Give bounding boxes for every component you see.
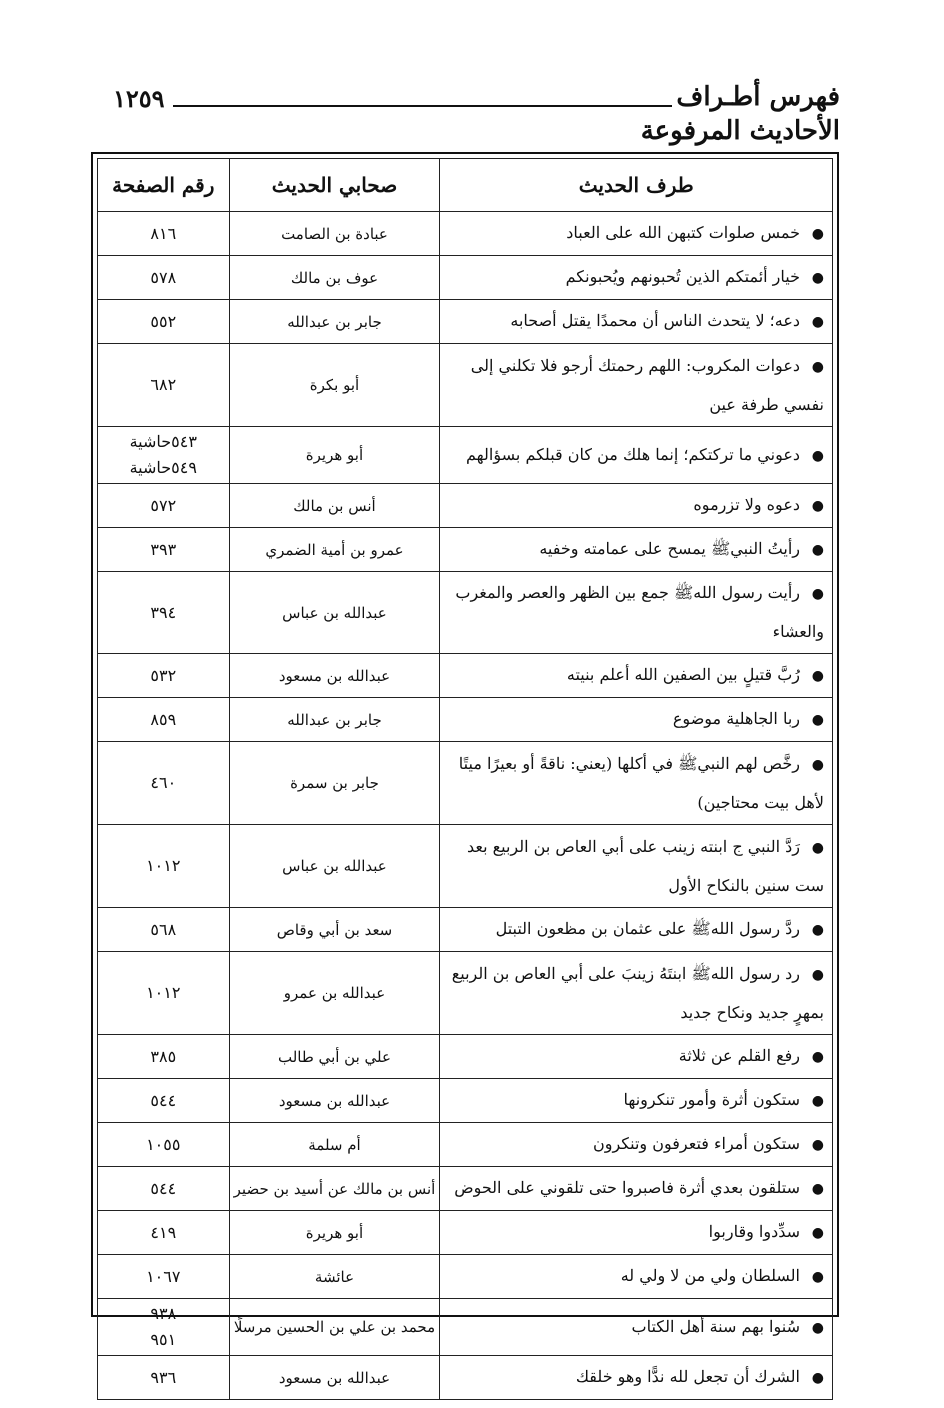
table-row [98,484,833,528]
page-ref: ١٠١٢ [146,983,181,1002]
page-cell [98,952,230,1035]
hadith-cell [440,484,833,528]
table-row [98,300,833,344]
page-cell [98,344,230,427]
bullet-icon: ● [811,1137,824,1153]
sahabi-cell: أبو بكرة [229,344,440,427]
page-ref: ٥٤٣حاشية [129,432,197,451]
page-ref: ٨٥٩ [150,709,177,729]
sahabi-cell: جابر بن عبدالله [229,698,440,742]
sahabi-cell: أم سلمة [229,1123,440,1167]
page-cell [98,484,230,528]
bullet-icon: ● [811,966,824,983]
hadith-cell [440,1079,833,1123]
table-row [98,344,833,427]
bullet-icon: ● [811,1049,824,1065]
sahabi-cell: جابر بن سمرة [229,742,440,825]
hadith-cell [440,1255,833,1299]
bullet-icon: ● [811,668,824,684]
table-header-row [98,159,833,212]
sahabi-cell: عمرو بن أمية الضمري [229,528,440,572]
hadith-text: رد رسول اللهﷺ ابنتَهُ زينبَ على أبي العاص بن الربيع بمهرٍ جديد ونكاح جديد [451,963,824,1022]
hadith-text: سُنوا بهم سنة أهل الكتاب [631,1316,800,1336]
hadith-cell [440,698,833,742]
page-cell [98,300,230,344]
bullet-icon: ● [811,1093,824,1109]
page-ref: ٥٤٩حاشية [129,458,197,477]
hadith-cell [440,825,833,908]
sahabi-cell: علي بن أبي طالب [229,1035,440,1079]
page-cell [98,1356,230,1400]
sahabi-cell: جابر بن عبدالله [229,300,440,344]
bullet-icon: ● [811,358,824,375]
bullet-icon: ● [811,1269,824,1285]
hadith-cell [440,1356,833,1400]
hadith-text: ستكون أمراء فتعرفون وتنكرون [593,1134,800,1153]
hadith-text: رَدَّ النبي ج ابنته زينب على أبي العاص بن الربيع بعد ست سنين بالنكاح الأول [466,836,824,895]
table-row [98,908,833,952]
table-row [98,212,833,256]
page-ref: ٥٣٢ [150,665,177,685]
table-row [98,528,833,572]
page-ref: ٥٧٨ [150,267,177,287]
bullet-icon: ● [811,270,824,286]
sahabi-cell: عوف بن مالك [229,256,440,300]
hadith-cell [440,212,833,256]
bullet-icon: ● [811,756,824,773]
table-row [98,1299,833,1356]
page-ref: ١٠١٢ [146,856,181,875]
index-title: فهرس أطـراف [676,82,840,112]
hadith-cell [440,528,833,572]
page-ref: ٦٨٢ [150,375,177,394]
sahabi-cell: عائشة [229,1255,440,1299]
page-cell [98,1299,230,1356]
bullet-icon: ● [811,1181,824,1197]
sahabi-cell: عبادة بن الصامت [229,212,440,256]
page-cell [98,654,230,698]
page-cell [98,572,230,654]
page-cell [98,908,230,952]
page-cell [98,427,230,484]
bullet-icon: ● [811,314,824,330]
bullet-icon: ● [811,542,824,558]
page-cell [98,1255,230,1299]
page-ref: ٥٧٢ [150,495,177,515]
sahabi-cell: عبدالله بن عباس [229,825,440,908]
page-cell [98,212,230,256]
page-header [95,82,840,152]
page-cell [98,742,230,825]
page-ref: ٤١٩ [150,1222,177,1242]
sahabi-cell: عبدالله بن عمرو [229,952,440,1035]
page-cell [98,1035,230,1079]
hadith-text: دعوه ولا تزرموه [693,495,800,514]
hadith-text: رأيت رسول اللهﷺ جمع بين الظهر والعصر والمغرب والعشاء [455,583,824,641]
table-row [98,1035,833,1079]
hadith-text: دعه؛ لا يتحدث الناس أن محمدًا يقتل أصحابه [510,311,800,330]
sahabi-cell: عبدالله بن مسعود [229,1356,440,1400]
table-row [98,1123,833,1167]
page-cell [98,1167,230,1211]
page-ref: ٥٤٤ [150,1090,177,1110]
hadith-cell [440,1123,833,1167]
table-row [98,1079,833,1123]
bullet-icon: ● [811,922,824,938]
hadith-cell [440,742,833,825]
page-ref: ٩٣٦ [150,1367,177,1387]
hadith-text: دعوات المكروب: اللهم رحمتك أرجو فلا تكلني إلى نفسي طرفة عين [470,355,824,414]
bullet-icon: ● [811,226,824,242]
sahabi-cell: أبو هريرة [229,1211,440,1255]
page-cell [98,1079,230,1123]
column-header-page: رقم الصفحة [98,159,230,212]
hadith-cell [440,1167,833,1211]
table-row [98,825,833,908]
page-ref: ٣٩٣ [150,539,177,559]
sahabi-cell: أبو هريرة [229,427,440,484]
header-rule [173,105,672,107]
hadith-text: رفع القلم عن ثلاثة [678,1046,800,1065]
hadith-text: رُبَّ قتيلٍ بين الصفين الله أعلم بنيته [566,665,800,684]
page-ref: ٥٦٨ [150,919,177,939]
page-cell [98,1123,230,1167]
bullet-icon: ● [811,586,824,602]
sahabi-cell: سعد بن أبي وقاص [229,908,440,952]
page-number: ١٢٥٩ [113,84,165,113]
table-row [98,1167,833,1211]
table-row [98,952,833,1035]
page-ref: ٣٩٤ [150,602,177,622]
hadith-text: ردَّ رسول اللهﷺ على عثمان بن مظعون التبتل [495,919,800,938]
hadith-text: رخَّص لهم النبيﷺ في أكلها (يعني: ناقةً أو بعيرًا ميتًا لأهل بيت محتاجين) [458,753,824,812]
page-ref: ٤٦٠ [150,773,177,792]
page-cell [98,825,230,908]
hadith-cell [440,952,833,1035]
sahabi-cell: عبدالله بن مسعود [229,1079,440,1123]
bullet-icon: ● [811,1319,824,1336]
column-header-sahabi: صحابي الحديث [229,159,440,212]
table-row [98,256,833,300]
page-cell [98,256,230,300]
page-ref: ١٠٦٧ [146,1266,181,1286]
page-ref: ٩٣٨ [150,1304,177,1323]
hadith-text: خيار أئمتكم الذين تُحبونهم ويُحبونكم [565,267,800,286]
sahabi-cell: عبدالله بن عباس [229,572,440,654]
hadith-text: دعوني ما تركتكم؛ إنما هلك من كان قبلكم بسؤالهم [466,444,800,464]
hadith-text: ستكون أثرة وأمور تنكرونها [623,1090,800,1109]
hadith-cell [440,427,833,484]
bullet-icon: ● [811,498,824,514]
hadith-cell [440,1035,833,1079]
page-ref: ٨١٦ [150,223,177,243]
hadith-cell [440,1299,833,1356]
bullet-icon: ● [811,1370,824,1386]
table-row [98,427,833,484]
page-cell [98,698,230,742]
page-cell [98,1211,230,1255]
index-subtitle: الأحاديث المرفوعة [640,116,840,146]
bullet-icon: ● [811,1225,824,1241]
table-row [98,654,833,698]
sahabi-cell: أنس بن مالك عن أسيد بن حضير [229,1167,440,1211]
table-row [98,1356,833,1400]
bullet-icon: ● [811,447,824,464]
column-header-hadith: طرف الحديث [440,159,833,212]
hadith-index-table [97,158,833,1400]
hadith-text: خمس صلوات كتبهن الله على العباد [566,223,800,242]
hadith-cell [440,572,833,654]
table-body [98,212,833,1400]
table-row [98,742,833,825]
sahabi-cell: محمد بن علي بن الحسين مرسلًا [229,1299,440,1356]
hadith-cell [440,908,833,952]
hadith-text: سدِّدوا وقاربوا [708,1222,800,1241]
table-row [98,1255,833,1299]
table-row [98,698,833,742]
page-cell [98,528,230,572]
table-row [98,572,833,654]
page-ref: ٣٨٥ [150,1046,177,1066]
sahabi-cell: أنس بن مالك [229,484,440,528]
table-row [98,1211,833,1255]
hadith-text: الشرك أن تجعل لله ندًّا وهو خلقك [575,1367,800,1386]
hadith-cell [440,300,833,344]
page-ref: ٥٥٢ [150,311,177,331]
hadith-cell [440,1211,833,1255]
hadith-cell [440,344,833,427]
page-ref: ١٠٥٥ [146,1134,181,1154]
hadith-text: السلطان ولي من لا ولي له [620,1266,800,1285]
index-table-frame [91,152,839,1387]
bullet-icon: ● [811,712,824,728]
page-ref: ٩٥١ [150,1330,177,1349]
hadith-text: ستلقون بعدي أثرة فاصبروا حتى تلقوني على الحوض [454,1178,800,1197]
hadith-text: رأيتُ النبيﷺ يمسح على عمامته وخفيه [539,539,800,558]
hadith-cell [440,654,833,698]
hadith-text: ربا الجاهلية موضوع [672,709,800,728]
bullet-icon: ● [811,839,824,856]
page-ref: ٥٤٤ [150,1178,177,1198]
hadith-cell [440,256,833,300]
sahabi-cell: عبدالله بن مسعود [229,654,440,698]
